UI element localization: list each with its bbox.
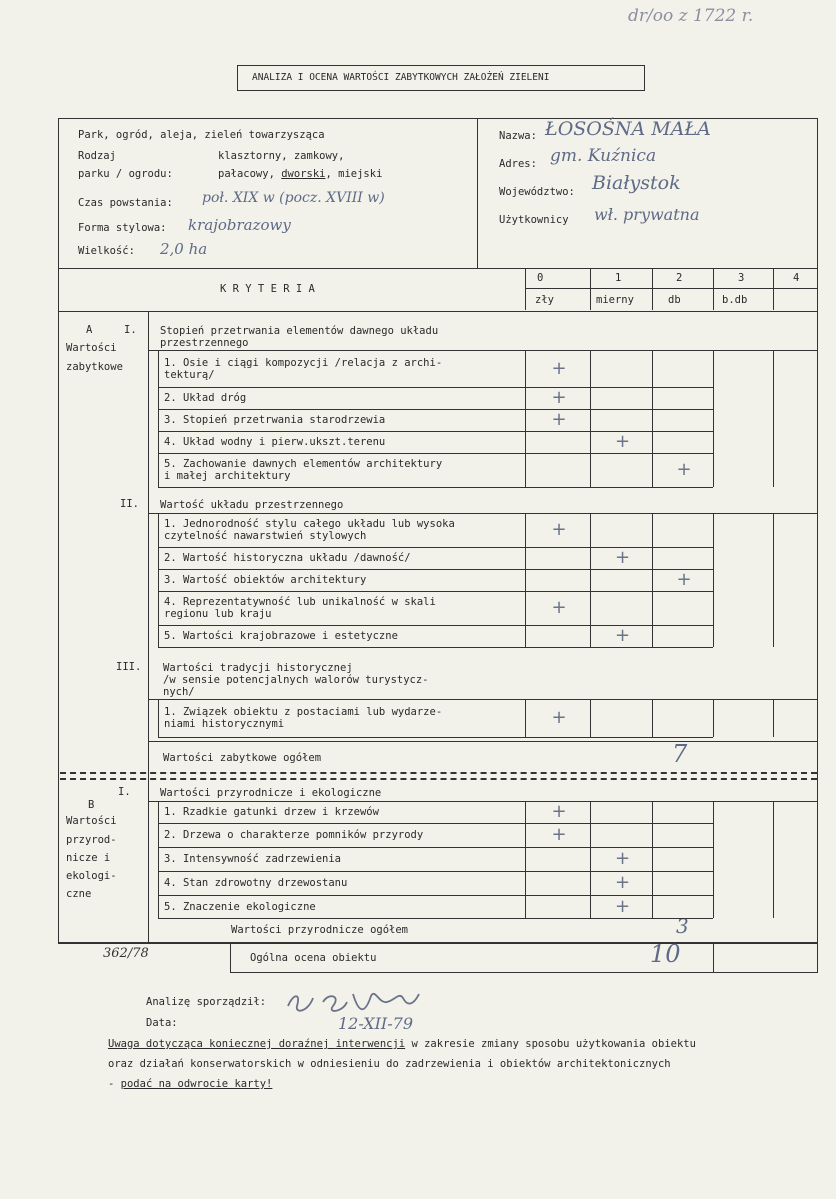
- criterion-score-cell-line: [652, 387, 653, 409]
- criterion-row-top-line: [158, 387, 713, 388]
- criterion-score-cell-line: [590, 547, 591, 569]
- criteria-header-bottom: [59, 311, 817, 312]
- criterion-score-cell-line: [652, 823, 653, 847]
- criterion-row-left-line: [158, 625, 159, 647]
- criterion-label: 3. Intensywność zadrzewienia: [164, 853, 342, 865]
- criterion-row-left-line: [158, 387, 159, 409]
- group2-heading-1: Wartość układu przestrzennego: [160, 499, 344, 511]
- criterion-row-left-line: [158, 547, 159, 569]
- criteria-header: K R Y T E R I A: [220, 283, 315, 295]
- score-mark: +: [551, 387, 567, 408]
- criterion-row-top-line: [158, 569, 713, 570]
- criterion-score-cell-line: [713, 513, 714, 547]
- section-b-name-1: Wartości: [66, 815, 117, 827]
- col-0-num: 0: [537, 272, 544, 284]
- criterion-score-cell-line: [713, 350, 714, 387]
- criterion-score-cell-line: [713, 387, 714, 409]
- criterion-score-cell-line: [773, 409, 774, 431]
- criterion-score-cell-line: [773, 699, 774, 737]
- zabytkowe-total-value: 7: [672, 740, 688, 768]
- criterion-score-cell-line: [713, 699, 714, 737]
- criterion-score-cell-line: [773, 547, 774, 569]
- group3-heading-2: /w sensie potencjalnych walorów turystycz-: [163, 674, 429, 686]
- criterion-score-cell-line: [590, 591, 591, 625]
- note-line-2: oraz działań konserwatorskich w odniesieniu do zadrzewienia i obiektów architektonicznych: [108, 1058, 671, 1070]
- criterion-score-cell-line: [713, 431, 714, 453]
- zab-total-top-line: [148, 741, 817, 742]
- criterion-label-cont: niami historycznymi: [164, 718, 285, 730]
- criterion-score-cell-line: [713, 547, 714, 569]
- criterion-score-cell-line: [652, 895, 653, 918]
- criterion-row-left-line: [158, 823, 159, 847]
- section-b-roman: I.: [118, 786, 131, 798]
- page-title: ANALIZA I OCENA WARTOŚCI ZABYTKOWYCH ZAŁOŻEŃ ZIELENI: [252, 72, 550, 83]
- criterion-row-left-line: [158, 801, 159, 823]
- col-0-label: zły: [535, 294, 554, 306]
- overall-divider: [713, 943, 714, 972]
- criterion-score-cell-line: [590, 895, 591, 918]
- section-separator-2: [60, 778, 817, 780]
- wielkosc-value: 2,0 ha: [160, 240, 208, 258]
- criterion-score-cell-line: [652, 569, 653, 591]
- criterion-score-cell-line: [773, 513, 774, 547]
- nazwa-label: Nazwa:: [499, 130, 537, 142]
- criterion-score-cell-line: [713, 895, 714, 918]
- section-a-name-1: Wartości: [66, 342, 117, 354]
- criterion-score-cell-line: [525, 591, 526, 625]
- forma-label: Forma stylowa:: [78, 222, 167, 234]
- score-mark: +: [615, 547, 631, 568]
- criterion-score-cell-line: [590, 431, 591, 453]
- criterion-label: 4. Reprezentatywność lub unikalność w skali: [164, 596, 436, 608]
- criterion-score-cell-line: [713, 871, 714, 895]
- score-col-line-4: [773, 268, 774, 310]
- criterion-row-top-line: [158, 591, 713, 592]
- criterion-row-left-line: [158, 569, 159, 591]
- criterion-row-left-line: [158, 409, 159, 431]
- criterion-score-cell-line: [652, 431, 653, 453]
- park-type-line: Park, ogród, aleja, zieleń towarzysząca: [78, 129, 325, 141]
- criterion-row-top-line: [158, 453, 713, 454]
- criterion-score-cell-line: [713, 625, 714, 647]
- criterion-score-cell-line: [773, 895, 774, 918]
- criterion-label: 3. Wartość obiektów architektury: [164, 574, 367, 586]
- section-a-letter: A: [86, 324, 93, 336]
- criterion-score-cell-line: [773, 387, 774, 409]
- criterion-label: 1. Związek obiektu z postaciami lub wydarze-: [164, 706, 443, 718]
- criterion-score-cell-line: [590, 387, 591, 409]
- criterion-label: 1. Osie i ciągi kompozycji /relacja z archi-: [164, 356, 443, 369]
- uzytkownicy-value: wł. prywatna: [594, 205, 700, 224]
- criterion-score-cell-line: [590, 847, 591, 871]
- criterion-score-cell-line: [773, 801, 774, 823]
- criterion-score-cell-line: [652, 453, 653, 487]
- rodzaj-options-2: pałacowy, dworski, miejski: [218, 168, 383, 180]
- criterion-row-left-line: [158, 513, 159, 547]
- criterion-score-cell-line: [590, 453, 591, 487]
- criterion-label: 1. Rzadkie gatunki drzew i krzewów: [164, 806, 379, 818]
- ogolna-value: 10: [650, 940, 681, 968]
- criterion-score-cell-line: [525, 625, 526, 647]
- criterion-row-top-line: [158, 699, 713, 700]
- nazwa-value: ŁOSOŚNA MAŁA: [545, 118, 711, 140]
- przyrodnicze-total-value: 3: [676, 914, 689, 938]
- col-3-label: b.db: [722, 294, 748, 306]
- score-mark: +: [551, 707, 567, 728]
- ogolna-label: Ogólna ocena obiektu: [250, 952, 377, 964]
- adres-value: gm. Kuźnica: [550, 146, 657, 166]
- criterion-score-cell-line: [773, 569, 774, 591]
- note-line-3: - podać na odwrocie karty!: [108, 1078, 273, 1090]
- section-b-divider: [148, 782, 149, 942]
- col-1-num: 1: [615, 272, 622, 284]
- wielkosc-label: Wielkość:: [78, 245, 135, 257]
- criterion-score-cell-line: [590, 871, 591, 895]
- criterion-score-cell-line: [713, 823, 714, 847]
- criterion-score-cell-line: [773, 431, 774, 453]
- col-2-label: db: [668, 294, 681, 306]
- section-b-name-2: przyrod-: [66, 834, 117, 846]
- zabytkowe-total-label: Wartości zabytkowe ogółem: [163, 752, 322, 764]
- section-b-letter: B: [88, 799, 95, 811]
- criterion-label: 4. Układ wodny i pierw.ukszt.terenu: [164, 436, 386, 448]
- criterion-score-cell-line: [773, 453, 774, 487]
- col-3-num: 3: [738, 272, 745, 284]
- criterion-score-cell-line: [525, 847, 526, 871]
- score-col-line-3: [713, 268, 714, 310]
- criterion-label: 5. Wartości krajobrazowe i estetyczne: [164, 630, 398, 642]
- criterion-label: 3. Stopień przetrwania starodrzewia: [164, 414, 386, 426]
- criterion-score-cell-line: [525, 409, 526, 431]
- score-mark: +: [551, 824, 567, 845]
- group3-roman: III.: [116, 661, 142, 673]
- criterion-score-cell-line: [525, 871, 526, 895]
- score-mark: +: [676, 569, 692, 590]
- criterion-score-cell-line: [590, 350, 591, 387]
- criterion-score-cell-line: [590, 409, 591, 431]
- info-bottom-line: [59, 268, 817, 269]
- criterion-score-cell-line: [525, 569, 526, 591]
- przyrodnicze-total-label: Wartości przyrodnicze ogółem: [231, 924, 409, 936]
- criterion-score-cell-line: [773, 823, 774, 847]
- criterion-score-cell-line: [773, 847, 774, 871]
- criterion-score-cell-line: [590, 823, 591, 847]
- criterion-row-left-line: [158, 847, 159, 871]
- wojewodztwo-value: Białystok: [592, 172, 681, 194]
- archive-mark: dr/oo z 1722 r.: [628, 6, 754, 26]
- criterion-score-cell-line: [525, 431, 526, 453]
- criterion-row-bottom-line: [158, 737, 713, 738]
- criterion-score-cell-line: [652, 409, 653, 431]
- criterion-row-left-line: [158, 591, 159, 625]
- criterion-label-cont: regionu lub kraju: [164, 608, 272, 620]
- uzytkownicy-label: Użytkownicy: [499, 214, 569, 226]
- criterion-score-cell-line: [652, 699, 653, 737]
- criterion-label: 1. Jednorodność stylu całego układu lub wysoka: [164, 518, 455, 530]
- criterion-score-cell-line: [525, 547, 526, 569]
- group2-roman: II.: [120, 498, 139, 510]
- section-a-name-2: zabytkowe: [66, 361, 123, 373]
- criterion-score-cell-line: [590, 801, 591, 823]
- criterion-score-cell-line: [652, 591, 653, 625]
- criterion-score-cell-line: [652, 871, 653, 895]
- group3-heading-1: Wartości tradycji historycznej: [163, 662, 353, 674]
- czas-value: poł. XIX w (pocz. XVIII w): [202, 190, 385, 206]
- info-divider: [477, 119, 478, 269]
- col-4-num: 4: [793, 272, 800, 284]
- group-b-heading: Wartości przyrodnicze i ekologiczne: [160, 787, 382, 799]
- data-value: 12-XII-79: [338, 1014, 413, 1033]
- criterion-label: 2. Wartość historyczna układu /dawność/: [164, 552, 411, 564]
- criterion-score-cell-line: [525, 387, 526, 409]
- score-mark: +: [551, 519, 567, 540]
- rodzaj-label: Rodzaj: [78, 150, 116, 162]
- criterion-score-cell-line: [652, 801, 653, 823]
- criterion-score-cell-line: [773, 350, 774, 387]
- adres-label: Adres:: [499, 158, 537, 170]
- criterion-score-cell-line: [652, 625, 653, 647]
- criterion-score-cell-line: [652, 847, 653, 871]
- score-mark: +: [615, 431, 631, 452]
- criterion-label: 5. Znaczenie ekologiczne: [164, 900, 316, 913]
- criterion-score-cell-line: [713, 453, 714, 487]
- criterion-score-cell-line: [590, 569, 591, 591]
- score-col-line-2: [652, 268, 653, 310]
- criterion-row-top-line: [158, 409, 713, 410]
- criterion-row-bottom-line: [158, 487, 713, 488]
- criterion-row-bottom-line: [158, 918, 713, 919]
- criterion-score-cell-line: [525, 453, 526, 487]
- criterion-row-left-line: [158, 699, 159, 737]
- criterion-score-cell-line: [525, 895, 526, 918]
- score-mark: +: [551, 357, 567, 379]
- criterion-score-cell-line: [713, 569, 714, 591]
- criterion-score-cell-line: [652, 547, 653, 569]
- note-line-1: Uwaga dotycząca koniecznej doraźnej interwencji w zakresie zmiany sposobu użytkowania obiektu: [108, 1038, 696, 1050]
- forma-value: krajobrazowy: [188, 216, 291, 234]
- criterion-row-top-line: [158, 350, 713, 351]
- criterion-label: 4. Stan zdrowotny drzewostanu: [164, 877, 348, 889]
- section-a-divider: [148, 312, 149, 782]
- criterion-score-cell-line: [773, 871, 774, 895]
- criterion-row-top-line: [158, 801, 713, 802]
- criterion-score-cell-line: [590, 625, 591, 647]
- score-mark: +: [676, 459, 692, 480]
- group3-heading-3: nych/: [163, 686, 195, 698]
- col-2-num: 2: [676, 272, 683, 284]
- criterion-score-cell-line: [525, 699, 526, 737]
- criterion-score-cell-line: [652, 513, 653, 547]
- section-b-name-3: nicze i: [66, 852, 111, 864]
- group1-heading-1: Stopień przetrwania elementów dawnego układu: [160, 325, 439, 337]
- criterion-row-top-line: [158, 513, 713, 514]
- score-mark: +: [551, 801, 567, 822]
- criterion-row-top-line: [158, 823, 713, 824]
- criterion-label-cont: tekturą/: [164, 368, 215, 381]
- group1-heading-2: przestrzennego: [160, 337, 249, 349]
- analiza-label: Analizę sporządził:: [146, 996, 267, 1008]
- score-mark: +: [551, 597, 567, 618]
- criterion-row-left-line: [158, 895, 159, 918]
- ref-number: 362/78: [103, 946, 149, 961]
- criterion-score-cell-line: [713, 591, 714, 625]
- score-mark: +: [615, 625, 631, 646]
- section-separator-1: [60, 772, 817, 774]
- criterion-label: 5. Zachowanie dawnych elementów architektury: [164, 458, 443, 470]
- rodzaj-selected: dworski: [281, 168, 326, 180]
- score-col-line-1: [590, 268, 591, 310]
- score-mark: +: [615, 872, 631, 893]
- wojewodztwo-label: Województwo:: [499, 186, 575, 198]
- score-mark: +: [615, 848, 631, 869]
- criterion-score-cell-line: [773, 591, 774, 625]
- criterion-score-cell-line: [525, 823, 526, 847]
- czas-label: Czas powstania:: [78, 197, 173, 209]
- section-b-name-5: czne: [66, 888, 92, 900]
- score-mark: +: [615, 895, 631, 917]
- criterion-label-cont: i małej architektury: [164, 470, 291, 482]
- criterion-label-cont: czytelność nawarstwień stylowych: [164, 530, 367, 542]
- criterion-score-cell-line: [590, 513, 591, 547]
- criterion-score-cell-line: [590, 699, 591, 737]
- criterion-score-cell-line: [525, 350, 526, 387]
- score-col-line-0: [525, 268, 526, 310]
- score-mark: +: [551, 409, 567, 430]
- criterion-row-left-line: [158, 350, 159, 387]
- criterion-row-left-line: [158, 453, 159, 487]
- criterion-score-cell-line: [525, 513, 526, 547]
- criterion-row-left-line: [158, 871, 159, 895]
- parku-label: parku / ogrodu:: [78, 168, 173, 180]
- criterion-score-cell-line: [525, 801, 526, 823]
- criterion-score-cell-line: [773, 625, 774, 647]
- criterion-score-cell-line: [713, 801, 714, 823]
- criterion-label: 2. Drzewa o charakterze pomników przyrody: [164, 829, 424, 841]
- rodzaj-options-1: klasztorny, zamkowy,: [218, 150, 345, 162]
- criterion-row-left-line: [158, 431, 159, 453]
- criterion-score-cell-line: [652, 350, 653, 387]
- criterion-row-bottom-line: [158, 647, 713, 648]
- section-a-roman: I.: [124, 324, 137, 336]
- section-b-name-4: ekologi-: [66, 870, 117, 882]
- col-1-label: mierny: [596, 294, 634, 306]
- criterion-score-cell-line: [713, 409, 714, 431]
- criterion-score-cell-line: [713, 847, 714, 871]
- data-label: Data:: [146, 1017, 178, 1029]
- criterion-label: 2. Układ dróg: [164, 392, 247, 404]
